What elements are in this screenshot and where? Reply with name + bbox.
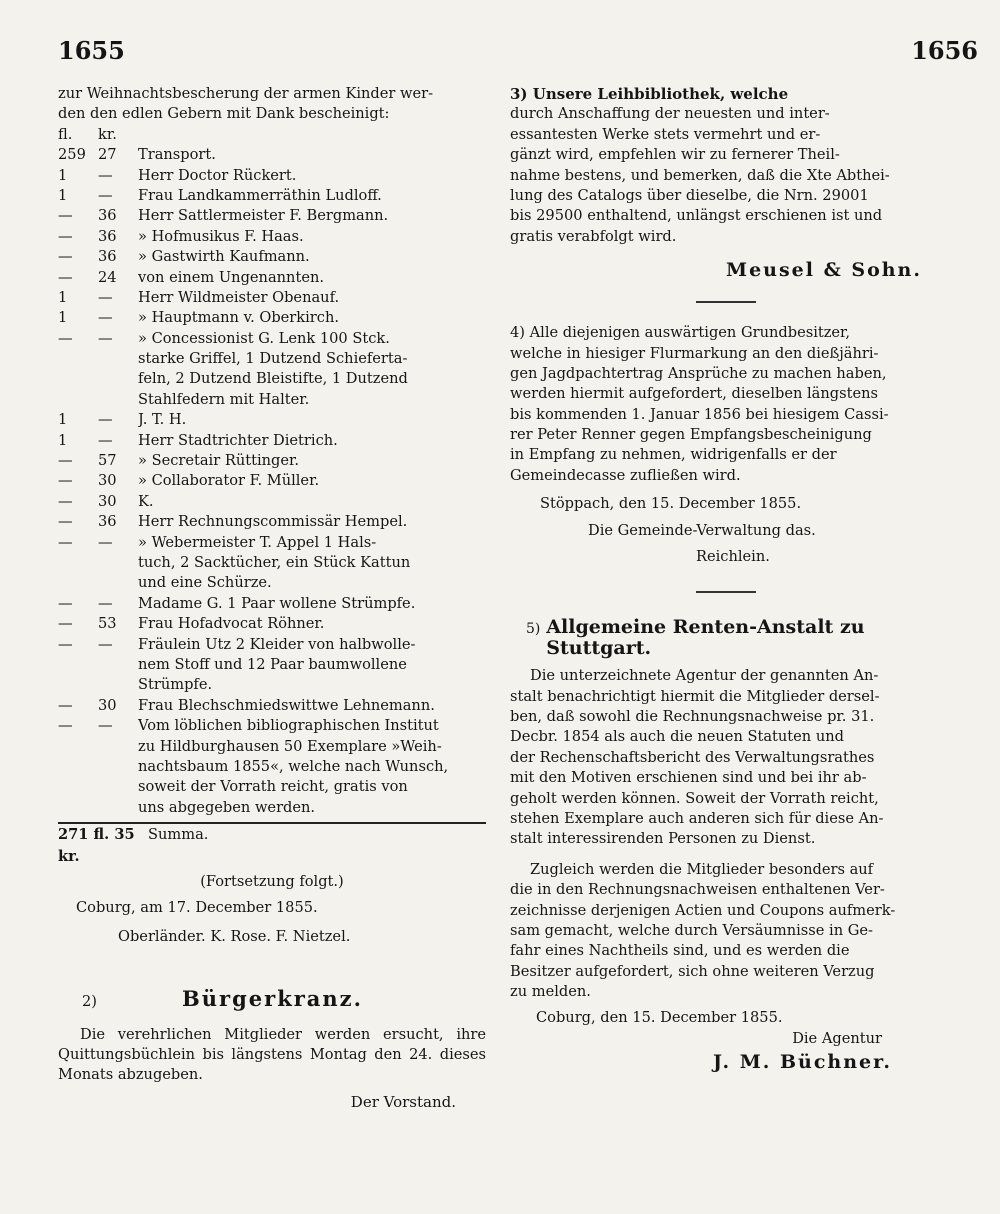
section-5-para2-line: Zugleich werden die Mitglieder besonders auf	[530, 860, 874, 878]
donation-kr	[98, 349, 138, 369]
donation-text: feln, 2 Dutzend Bleistifte, 1 Dutzend	[138, 370, 408, 388]
donation-text: Frau Blechschmiedswittwe Lehnemann.	[138, 696, 435, 714]
donation-kr: —	[98, 288, 113, 306]
donation-text: » Gastwirth Kaufmann.	[138, 248, 310, 266]
donation-text: Fräulein Utz 2 Kleider von halbwolle-	[138, 635, 416, 653]
donation-kr	[98, 390, 138, 410]
donation-fl: 1	[58, 411, 68, 429]
donation-kr: —	[98, 594, 113, 612]
donation-fl: —	[58, 268, 73, 286]
donation-kr: 36	[98, 227, 117, 245]
donation-text: Herr Stadtrichter Dietrich.	[138, 431, 338, 449]
donation-row	[58, 777, 486, 797]
section-4-place-date: Stöppach, den 15. December 1855.	[540, 495, 802, 513]
donation-fl	[58, 675, 98, 695]
section-4-line: welche in hiesiger Flurmarkung an den dießjähri-	[510, 344, 879, 362]
section-5-para2-line: zu melden.	[510, 983, 591, 1001]
donation-kr: 36	[98, 248, 117, 266]
page-number-left: 1655	[58, 36, 125, 65]
donation-row	[58, 166, 486, 186]
donation-row	[58, 512, 486, 532]
section-2-text: Die verehrlichen Mitglieder werden ersucht, ihre Quittungsbüchlein bis längstens Montag den 24. dieses Monats abzugeben.	[58, 1025, 486, 1084]
donation-text: tuch, 2 Sacktücher, ein Stück Kattun	[138, 553, 411, 571]
sum-amount: 271 fl. 35 kr.	[58, 826, 135, 866]
donation-text: nachtsbaum 1855«, welche nach Wunsch,	[138, 757, 449, 775]
section-5-number: 5)	[526, 621, 541, 638]
page-number-right: 1656	[911, 36, 978, 65]
section-4-line: rer Peter Renner gegen Empfangsbescheinigung	[510, 426, 872, 444]
donation-row	[58, 227, 486, 247]
donation-fl	[58, 369, 98, 389]
donation-row	[58, 492, 486, 512]
section-5-para1-line: geholt werden können. Soweit der Vorrath reicht,	[510, 789, 879, 807]
donation-kr: 36	[98, 513, 117, 531]
section-5-para1-line: stehen Exemplare auch anderen sich für diese An-	[510, 809, 884, 827]
donation-text: Stahlfedern mit Halter.	[138, 390, 310, 408]
donation-kr	[98, 553, 138, 573]
donation-row	[58, 369, 486, 389]
section-5-signer: J. M. Büchner.	[712, 1051, 892, 1074]
donation-kr: 24	[98, 268, 117, 286]
donation-fl	[58, 737, 98, 757]
donation-kr	[98, 757, 138, 777]
donation-row	[58, 410, 486, 430]
donation-fl: —	[58, 492, 73, 510]
donation-kr	[98, 655, 138, 675]
donation-row	[58, 431, 486, 451]
donation-row	[58, 696, 486, 716]
donation-text: Vom löblichen bibliographischen Institut	[138, 717, 439, 735]
section-3-line: nahme bestens, und bemerken, daß die Xte Abthei-	[510, 166, 890, 184]
donation-fl	[58, 757, 98, 777]
donation-fl: 1	[58, 431, 68, 449]
section-5-para2-line: fahr eines Nachtheils sind, und es werden die	[510, 942, 850, 960]
donation-kr: —	[98, 717, 113, 735]
section-4-line: in Empfang zu nehmen, widrigenfalls er der	[510, 446, 837, 464]
donation-row	[58, 288, 486, 308]
donation-text: » Secretair Rüttinger.	[138, 452, 300, 470]
section-5-place-date: Coburg, den 15. December 1855.	[536, 1009, 783, 1027]
donation-fl: —	[58, 635, 73, 653]
section-4-line: 4) Alle diejenigen auswärtigen Grundbesitzer,	[510, 324, 851, 342]
donation-row	[58, 451, 486, 471]
section-2-title: Bürgerkranz.	[182, 986, 363, 1012]
donation-fl: —	[58, 696, 73, 714]
donation-fl: —	[58, 329, 73, 347]
donation-row	[58, 471, 486, 491]
section-5-para1-line: ben, daß sowohl die Rechnungsnachweise pr. 31.	[510, 708, 875, 726]
donation-fl	[58, 573, 98, 593]
donation-kr: 53	[98, 615, 117, 633]
donation-fl: —	[58, 594, 73, 612]
donation-kr: —	[98, 309, 113, 327]
donation-row	[58, 614, 486, 634]
section-5-title: Allgemeine Renten-Anstalt zu Stuttgart.	[546, 616, 865, 659]
donation-kr: 30	[98, 696, 117, 714]
donation-row	[58, 635, 486, 655]
donation-kr: 57	[98, 452, 117, 470]
separator	[696, 301, 756, 303]
donation-kr: 30	[98, 472, 117, 490]
sum-label: Summa.	[148, 826, 209, 844]
donation-kr	[98, 777, 138, 797]
left-column	[58, 84, 486, 1112]
donation-fl: 1	[58, 309, 68, 327]
section-5-para2-line: Besitzer aufgefordert, sich ohne weiteren Verzug	[510, 962, 875, 980]
donation-kr: 36	[98, 207, 117, 225]
donation-text: Frau Landkammerräthin Ludloff.	[138, 186, 382, 204]
donation-list	[58, 145, 486, 818]
donation-kr: —	[98, 635, 113, 653]
donation-fl	[58, 798, 98, 818]
donation-fl: 1	[58, 186, 68, 204]
donation-row	[58, 308, 486, 328]
section-3-line: gänzt wird, empfehlen wir zu fernerer Theil-	[510, 146, 840, 164]
section-2-number: 2)	[82, 993, 97, 1011]
donation-text: Herr Doctor Rückert.	[138, 166, 297, 184]
donation-text: zu Hildburghausen 50 Exemplare »Weih-	[138, 737, 442, 755]
donation-kr: —	[98, 186, 113, 204]
section-4-line: bis kommenden 1. Januar 1856 bei hiesigem Cassi-	[510, 405, 889, 423]
donation-text: » Concessionist G. Lenk 100 Stck.	[138, 329, 390, 347]
donation-fl: —	[58, 513, 73, 531]
donation-row	[58, 186, 486, 206]
section-5-agency: Die Agentur	[792, 1029, 882, 1047]
donation-text: starke Griffel, 1 Dutzend Schieferta-	[138, 350, 408, 368]
donation-row	[58, 798, 486, 818]
donation-text: Frau Hofadvocat Röhner.	[138, 615, 325, 633]
donation-fl	[58, 553, 98, 573]
section-5-para1-line: Die unterzeichnete Agentur der genannten An-	[530, 667, 879, 685]
section-4-authority: Die Gemeinde-Verwaltung das.	[588, 521, 816, 539]
donation-row	[58, 329, 486, 349]
donation-text: Transport.	[138, 146, 216, 164]
donation-fl: 259	[58, 146, 86, 164]
donation-row	[58, 716, 486, 736]
section-4-line: gen Jagdpachtertrag Ansprüche zu machen haben,	[510, 364, 887, 382]
intro-line: zur Weihnachtsbescherung der armen Kinder wer-	[58, 85, 434, 102]
separator	[696, 591, 756, 593]
donation-row	[58, 533, 486, 553]
header-kr: kr.	[98, 125, 117, 143]
section-4-line: Gemeindecasse zufließen wird.	[510, 466, 741, 484]
donation-row	[58, 737, 486, 757]
donation-kr: —	[98, 431, 113, 449]
donation-text: Madame G. 1 Paar wollene Strümpfe.	[138, 594, 416, 612]
donation-fl: —	[58, 717, 73, 735]
donation-fl: 1	[58, 288, 68, 306]
donation-row	[58, 594, 486, 614]
donation-row	[58, 268, 486, 288]
donation-fl	[58, 349, 98, 369]
section-4-signer: Reichlein.	[696, 548, 770, 566]
intro-line: den den edlen Gebern mit Dank bescheinigt:	[58, 105, 390, 123]
donation-fl	[58, 777, 98, 797]
donation-row	[58, 757, 486, 777]
section-5-para1-line: der Rechenschaftsbericht des Verwaltungsrathes	[510, 748, 875, 766]
section-3-line: bis 29500 enthaltend, unlängst erschienen ist und	[510, 207, 883, 225]
section-3-line: lung des Catalogs über dieselbe, die Nrn. 29001	[510, 186, 869, 204]
section-5-para2-line: die in den Rechnungsnachweisen enthaltenen Ver-	[510, 881, 885, 899]
donation-kr: —	[98, 166, 113, 184]
section-5-para2-line: zeichnisse derjenigen Actien und Coupons aufmerk-	[510, 901, 896, 919]
section-4-line: werden hiermit aufgefordert, dieselben längstens	[510, 385, 878, 403]
donation-kr	[98, 675, 138, 695]
donation-row	[58, 145, 486, 165]
continuation-note: (Fortsetzung folgt.)	[200, 873, 344, 891]
section-3-signature: Meusel & Sohn.	[726, 259, 922, 282]
donation-row	[58, 553, 486, 573]
donation-kr: 30	[98, 492, 117, 510]
donation-table-header	[58, 125, 486, 145]
section-5-para1-line: stalt benachrichtigt hiermit die Mitglieder dersel-	[510, 687, 880, 705]
donation-row	[58, 247, 486, 267]
donation-text: soweit der Vorrath reicht, gratis von	[138, 778, 408, 796]
donation-text: » Hauptmann v. Oberkirch.	[138, 309, 339, 327]
donation-kr	[98, 369, 138, 389]
donation-fl: —	[58, 615, 73, 633]
donation-text: von einem Ungenannten.	[138, 268, 324, 286]
donation-text: » Collaborator F. Müller.	[138, 472, 320, 490]
section-3-line: 3) Unsere Leihbibliothek, welche	[510, 85, 789, 103]
donation-fl	[58, 655, 98, 675]
sum-row	[58, 822, 486, 868]
donation-text: » Hofmusikus F. Haas.	[138, 227, 304, 245]
donation-text: und eine Schürze.	[138, 574, 272, 592]
section-3-line: durch Anschaffung der neuesten und inter-	[510, 105, 830, 123]
donation-text: uns abgegeben werden.	[138, 798, 316, 816]
section-5-para1-line: stalt interessirenden Personen zu Dienst.	[510, 830, 816, 848]
donation-row	[58, 573, 486, 593]
donation-text: Strümpfe.	[138, 676, 213, 694]
donation-row	[58, 675, 486, 695]
section-3-line: essantesten Werke stets vermehrt und er-	[510, 125, 821, 143]
donation-row	[58, 390, 486, 410]
donation-fl: 1	[58, 166, 68, 184]
donation-text: J. T. H.	[138, 411, 187, 429]
left-place-date: Coburg, am 17. December 1855.	[76, 899, 318, 917]
section-2-signature: Der Vorstand.	[350, 1092, 456, 1111]
donation-text: Herr Sattlermeister F. Bergmann.	[138, 207, 389, 225]
donation-text: K.	[138, 492, 154, 510]
donation-fl: —	[58, 227, 73, 245]
section-2-heading	[58, 986, 486, 1012]
section-3-line: gratis verabfolgt wird.	[510, 227, 677, 245]
donation-kr	[98, 573, 138, 593]
left-signers: Oberländer. K. Rose. F. Nietzel.	[118, 927, 351, 945]
donation-row	[58, 655, 486, 675]
section-5-para1-line: mit den Motiven erschienen sind und bei ihr ab-	[510, 769, 867, 787]
header-fl: fl.	[58, 125, 73, 143]
section-5-heading	[526, 617, 942, 658]
section-5-para1-line: Decbr. 1854 als auch die neuen Statuten und	[510, 728, 844, 746]
donation-text: Herr Rechnungscommissär Hempel.	[138, 513, 408, 531]
donation-text: » Webermeister T. Appel 1 Hals-	[138, 533, 377, 551]
donation-text: nem Stoff und 12 Paar baumwollene	[138, 655, 407, 673]
donation-kr: 27	[98, 146, 117, 164]
donation-fl: —	[58, 533, 73, 551]
section-5-para2-line: sam gemacht, welche durch Versäumnisse in Ge-	[510, 921, 873, 939]
donation-text: Herr Wildmeister Obenauf.	[138, 288, 340, 306]
donation-kr: —	[98, 329, 113, 347]
donation-row	[58, 206, 486, 226]
donation-kr: —	[98, 533, 113, 551]
donation-fl: —	[58, 472, 73, 490]
donation-kr	[98, 798, 138, 818]
donation-row	[58, 349, 486, 369]
donation-fl	[58, 390, 98, 410]
donation-kr	[98, 737, 138, 757]
donation-kr: —	[98, 411, 113, 429]
donation-fl: —	[58, 452, 73, 470]
right-column	[510, 84, 942, 1073]
donation-fl: —	[58, 248, 73, 266]
donation-fl: —	[58, 207, 73, 225]
